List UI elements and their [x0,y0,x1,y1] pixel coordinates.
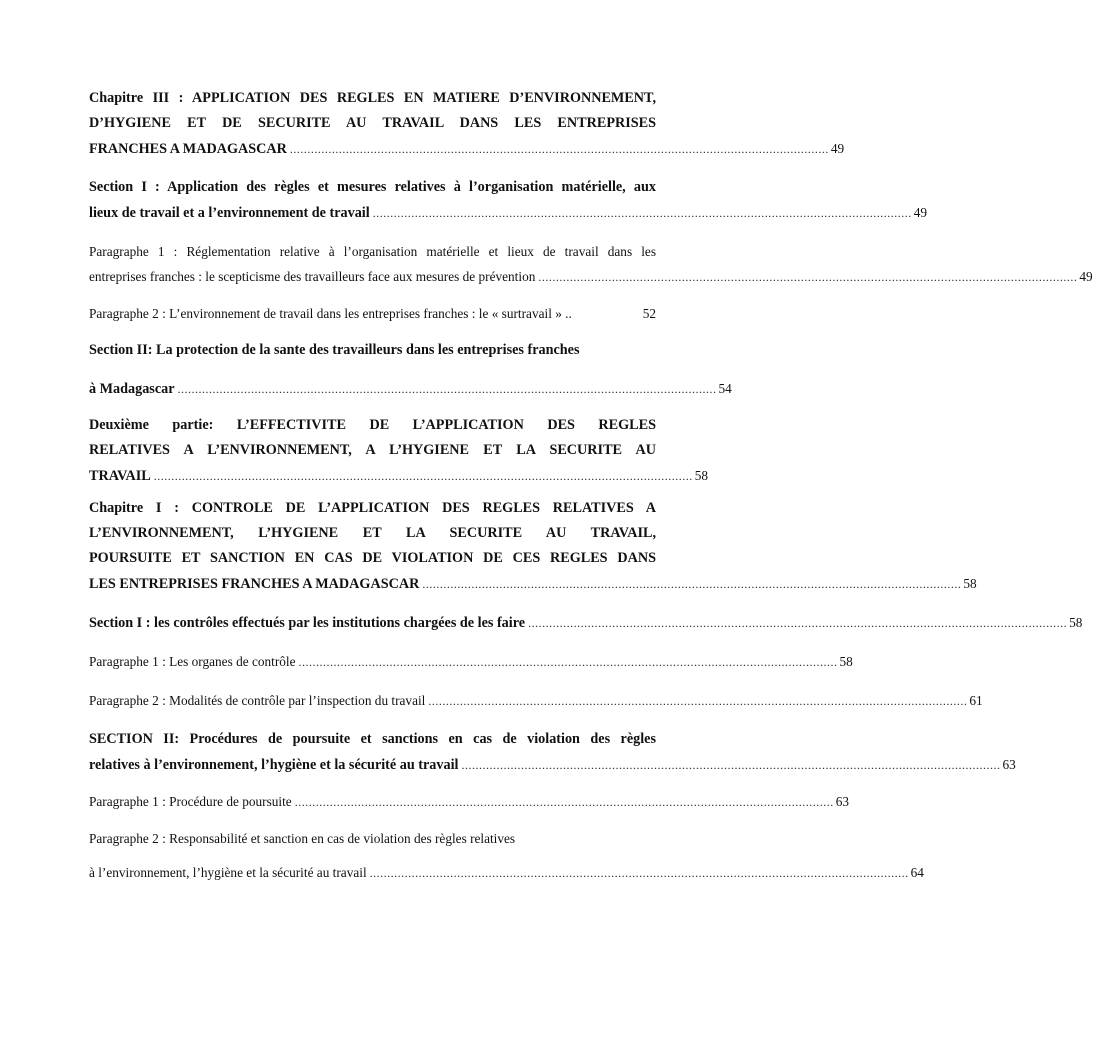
dot-leader: .......................................................................................................................................................... [528,616,1068,630]
toc-entry-line: TRAVAIL [89,468,151,484]
toc-entry-p2-s2-paragraphe-1[interactable] [89,789,850,814]
page-number: 64 [910,865,924,880]
dot-leader: .......................................................................................................................................................... [298,655,838,669]
toc-entry-line: à l’environnement, l’hygiène et la sécurité au travail [89,865,367,880]
dot-leader: .......................................................................................................................................................... [153,469,693,483]
toc-entry-line: Paragraphe 1 : Procédure de poursuite [89,794,292,809]
toc-entry-line: à Madagascar [89,381,175,397]
toc-entry-p2-s2-paragraphe-2[interactable] [89,826,924,885]
toc-entry-paragraphe-2[interactable] [89,301,656,326]
toc-entry-line: Paragraphe 2 : Responsabilité et sanction en cas de violation des règles relatives [89,831,516,846]
toc-entry-line: Paragraphe 2 : L’environnement de travail dans les entreprises franches : le « surtravail » .. [89,306,572,321]
toc-entry-last-line [89,200,927,225]
dot-leader: .......................................................................................................................................................... [422,577,962,591]
toc-entry-p2-section-1[interactable] [89,610,1083,635]
toc-entry-line: Chapitre III : APPLICATION DES REGLES EN MATIERE D’ENVIRONNEMENT, [89,90,656,106]
toc-entry-p2-paragraphe-2[interactable] [89,688,983,713]
toc-entry-line: relatives à l’environnement, l’hygiène et la sécurité au travail [89,757,459,773]
toc-entry-line: Section I : les contrôles effectués par les institutions chargées de les faire [89,615,526,631]
toc-entry-line: D’HYGIENE ET DE SECURITE AU TRAVAIL DANS LES ENTREPRISES [89,115,656,131]
toc-entry-last-line [89,301,656,326]
dot-leader: .......................................................................................................................................................... [289,142,829,156]
toc-entry-last-line [89,136,845,161]
toc-entry-line: Paragraphe 2 : Modalités de contrôle par l’inspection du travail [89,693,426,708]
toc-entry-line: POURSUITE ET SANCTION EN CAS DE VIOLATION DE CES REGLES DANS [89,550,656,566]
page-number: 49 [1079,269,1093,284]
toc-entry-line: Section I : Application des règles et mesures relatives à l’organisation matérielle, aux [89,179,656,195]
page-number: 63 [1002,757,1016,772]
dot-leader: .......................................................................................................................................................... [428,694,968,708]
toc-entry-line: lieux de travail et a l’environnement de travail [89,205,370,221]
toc-entry-last-line [89,789,850,814]
page-number: 49 [913,205,927,220]
dot-leader: .......................................................................................................................................................... [294,795,834,809]
toc-entry-last-line [89,610,1083,635]
dot-leader: .......................................................................................................................................................... [538,270,1078,284]
toc-entry-line: Deuxième partie: L’EFFECTIVITE DE L’APPLICATION DES REGLES [89,417,656,433]
page-number: 54 [718,381,732,396]
toc-entry-line: L’ENVIRONNEMENT, L’HYGIENE ET LA SECURITE AU TRAVAIL, [89,525,656,541]
toc-entry-deuxieme-partie[interactable] [89,413,709,488]
page-number: 58 [694,468,709,483]
page-number: 49 [830,141,845,156]
toc-entry-line: Chapitre I : CONTROLE DE L’APPLICATION DES REGLES RELATIVES A [89,500,656,516]
toc-entry-last-line [89,649,853,674]
toc-entry-paragraphe-1[interactable] [89,239,1093,289]
toc-entry-last-line [89,376,732,401]
toc-entry-last-line [89,688,983,713]
toc-entry-p2-section-2[interactable] [89,727,1016,777]
toc-entry-p2-paragraphe-1[interactable] [89,649,853,674]
toc-entry-line: entreprises franches : le scepticisme des travailleurs face aux mesures de prévention [89,269,536,284]
toc-entry-last-line [89,752,1016,777]
toc-entry-last-line [89,571,977,596]
page-number: 63 [835,794,850,809]
table-of-contents [89,86,1093,885]
page-number: 58 [1069,615,1083,630]
toc-entry-section-1[interactable] [89,175,927,225]
page-number: 58 [839,654,853,669]
toc-entry-line: Paragraphe 1 : Réglementation relative à l’organisation matérielle et lieux de travail dans les [89,244,656,259]
page-number: 52 [642,306,656,321]
toc-entry-chapitre-1[interactable] [89,496,977,596]
toc-entry-line: SECTION II: Procédures de poursuite et sanctions en cas de violation des règles [89,731,656,747]
dot-leader: .......................................................................................................................................................... [461,758,1001,772]
toc-entry-line: RELATIVES A L’ENVIRONNEMENT, A L’HYGIENE ET LA SECURITE AU [89,442,656,458]
toc-entry-line: LES ENTREPRISES FRANCHES A MADAGASCAR [89,576,420,592]
page-number: 58 [963,576,977,591]
toc-entry-section-2[interactable] [89,338,732,401]
toc-entry-line: FRANCHES A MADAGASCAR [89,141,287,157]
toc-entry-last-line [89,463,709,488]
toc-entry-chapitre-3[interactable] [89,86,845,161]
dot-leader: .......................................................................................................................................................... [372,206,912,220]
toc-entry-last-line [89,264,1093,289]
toc-entry-last-line [89,860,924,885]
dot-leader: .......................................................................................................................................................... [177,382,717,396]
toc-entry-line: Section II: La protection de la sante des travailleurs dans les entreprises franches [89,342,580,358]
page-number: 61 [969,693,983,708]
toc-entry-line: Paragraphe 1 : Les organes de contrôle [89,654,296,669]
dot-leader: .......................................................................................................................................................... [369,866,909,880]
